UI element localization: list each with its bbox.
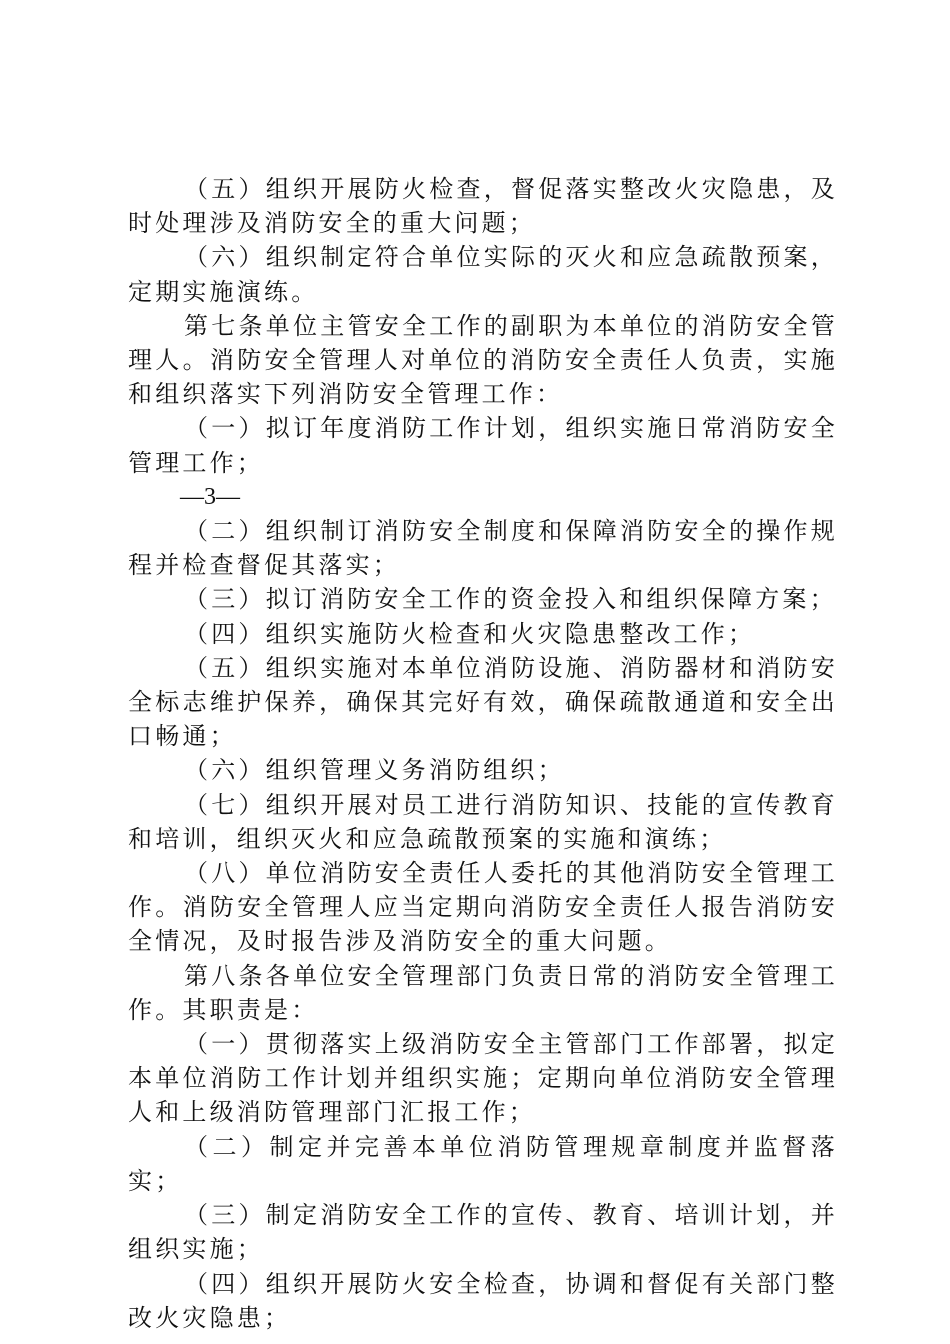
paragraph: （五）组织开展防火检查，督促落实整改火灾隐患，及时处理涉及消防安全的重大问题；	[128, 175, 838, 238]
paragraph: （四）组织开展防火安全检查，协调和督促有关部门整改火灾隐患；	[128, 1269, 838, 1332]
paragraph: （七）组织开展对员工进行消防知识、技能的宣传教育和培训，组织灭火和应急疏散预案的实施和演练；	[128, 790, 838, 853]
paragraph: （六）组织制定符合单位实际的灭火和应急疏散预案，定期实施演练。	[128, 243, 838, 306]
document-body	[128, 172, 838, 1335]
paragraph: （四）组织实施防火检查和火灾隐患整改工作；	[184, 619, 756, 648]
paragraph: （二）组织制订消防安全制度和保障消防安全的操作规程并检查督促其落实；	[128, 517, 838, 580]
paragraph: （五）组织实施对本单位消防设施、消防器材和消防安全标志维护保养，确保其完好有效，确保疏散通道和安全出口畅通；	[128, 653, 838, 751]
paragraph: （三）制定消防安全工作的宣传、教育、培训计划，并组织实施；	[128, 1201, 838, 1264]
page-number: —3—	[180, 483, 240, 510]
paragraph: （一）拟订年度消防工作计划，组织实施日常消防安全管理工作；	[128, 414, 838, 477]
paragraph: （八）单位消防安全责任人委托的其他消防安全管理工作。消防安全管理人应当定期向消防安全责任人报告消防安全情况，及时报告涉及消防安全的重大问题。	[128, 859, 838, 956]
paragraph: （三）拟订消防安全工作的资金投入和组织保障方案；	[184, 585, 837, 614]
paragraph: 第七条单位主管安全工作的副职为本单位的消防安全管理人。消防安全管理人对单位的消防安全责任人负责，实施和组织落实下列消防安全管理工作：	[128, 311, 838, 409]
paragraph: 第八条各单位安全管理部门负责日常的消防安全管理工作。其职责是：	[128, 961, 838, 1024]
paragraph: （一）贯彻落实上级消防安全主管部门工作部署，拟定本单位消防工作计划并组织实施；定期向单位消防安全管理人和上级消防管理部门汇报工作；	[128, 1030, 838, 1127]
paragraph: （六）组织管理义务消防组织；	[184, 756, 565, 785]
paragraph: （二）制定并完善本单位消防管理规章制度并监督落实；	[128, 1132, 838, 1195]
